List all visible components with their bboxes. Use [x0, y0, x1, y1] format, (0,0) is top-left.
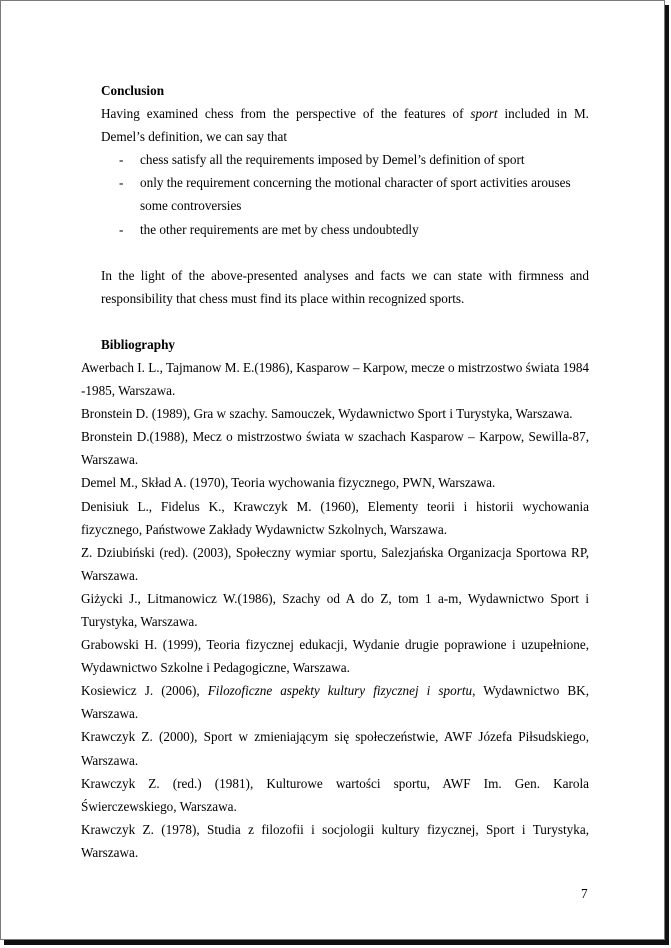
bullet-text: only the requirement concerning the motional character of sport activities arouses some controversies — [140, 175, 571, 214]
bullet-item — [101, 218, 589, 241]
entry-text-before: Kosiewicz J. (2006), — [81, 683, 208, 699]
bibliography-entry: Grabowski H. (1999), Teoria fizycznej edukacji, Wydanie drugie poprawione i uzupełnione, Wydawnictwo Szkolne i Pedagogiczne, Warszawa. — [81, 637, 589, 676]
bibliography-entry: Demel M., Skład A. (1970), Teoria wychowania fizycznego, PWN, Warszawa. — [81, 475, 496, 491]
bibliography-entry: Denisiuk L., Fidelus K., Krawczyk M. (1960), Elementy teorii i historii wychowania fizycznego, Państwowe Zakłady Wydawnictw Szkolnych, Warszawa. — [81, 498, 589, 537]
intro-emphasis: sport — [470, 106, 498, 122]
intro-text-after: included in M. Demel’s definition, we can say that — [101, 106, 589, 145]
conclusion-paragraph: In the light of the above-presented analyses and facts we can state with firmness and responsibility that chess must find its place within recognized sports. — [101, 267, 589, 306]
bibliography-entry — [81, 679, 589, 725]
bullet-dash: - — [119, 221, 124, 237]
bullet-item — [101, 171, 589, 217]
bibliography-entry: Krawczyk Z. (red.) (1981), Kulturowe wartości sportu, AWF Im. Gen. Karola Świerczewskiego, Warszawa. — [81, 775, 589, 814]
bibliography-entry: Z. Dziubiński (red). (2003), Społeczny wymiar sportu, Salezjańska Organizacja Sportowa RP, Warszawa. — [81, 544, 589, 583]
bibliography-entry: Awerbach I. L., Tajmanow M. E.(1986), Kasparow – Karpow, mecze o mistrzostwo świata 1984 -1985, Warszawa. — [81, 359, 590, 399]
entry-text-after: , Wydawnictwo BK, Warszawa. — [81, 683, 589, 722]
conclusion-intro — [81, 102, 589, 148]
bibliography-entry: Giżycki J., Litmanowicz W.(1986), Szachy od A do Z, tom 1 a-m, Wydawnictwo Sport i Turystyka, Warszawa. — [81, 590, 589, 629]
bibliography-entry: Bronstein D. (1989), Gra w szachy. Samouczek, Wydawnictwo Sport i Turystyka, Warszawa. — [81, 406, 573, 422]
intro-text-before: Having examined chess from the perspective of the features of — [101, 106, 471, 122]
bullet-text: the other requirements are met by chess undoubtedly — [140, 221, 419, 237]
page-number: 7 — [581, 886, 588, 901]
entry-title-italic: Filozoficzne aspekty kultury fizycznej i sportu — [207, 683, 473, 699]
bibliography-entry: Krawczyk Z. (2000), Sport w zmieniającym się społeczeństwie, AWF Józefa Piłsudskiego, Warszawa. — [81, 729, 589, 768]
document-body — [81, 79, 589, 864]
conclusion-heading: Conclusion — [101, 83, 165, 98]
bibliography-list — [81, 356, 589, 864]
bullet-dash: - — [119, 175, 124, 191]
bullet-dash: - — [119, 152, 124, 168]
bibliography-heading: Bibliography — [101, 336, 176, 352]
bibliography-entry: Bronstein D.(1988), Mecz o mistrzostwo świata w szachach Kasparow – Karpow, Sewilla-87, Warszawa. — [81, 429, 589, 468]
bullet-text: chess satisfy all the requirements imposed by Demel’s definition of sport — [140, 152, 525, 168]
bullet-item — [101, 148, 589, 171]
bibliography-entry: Krawczyk Z. (1978), Studia z filozofii i socjologii kultury fizycznej, Sport i Turystyka, Warszawa. — [81, 821, 589, 860]
conclusion-bullet-list — [81, 148, 589, 240]
